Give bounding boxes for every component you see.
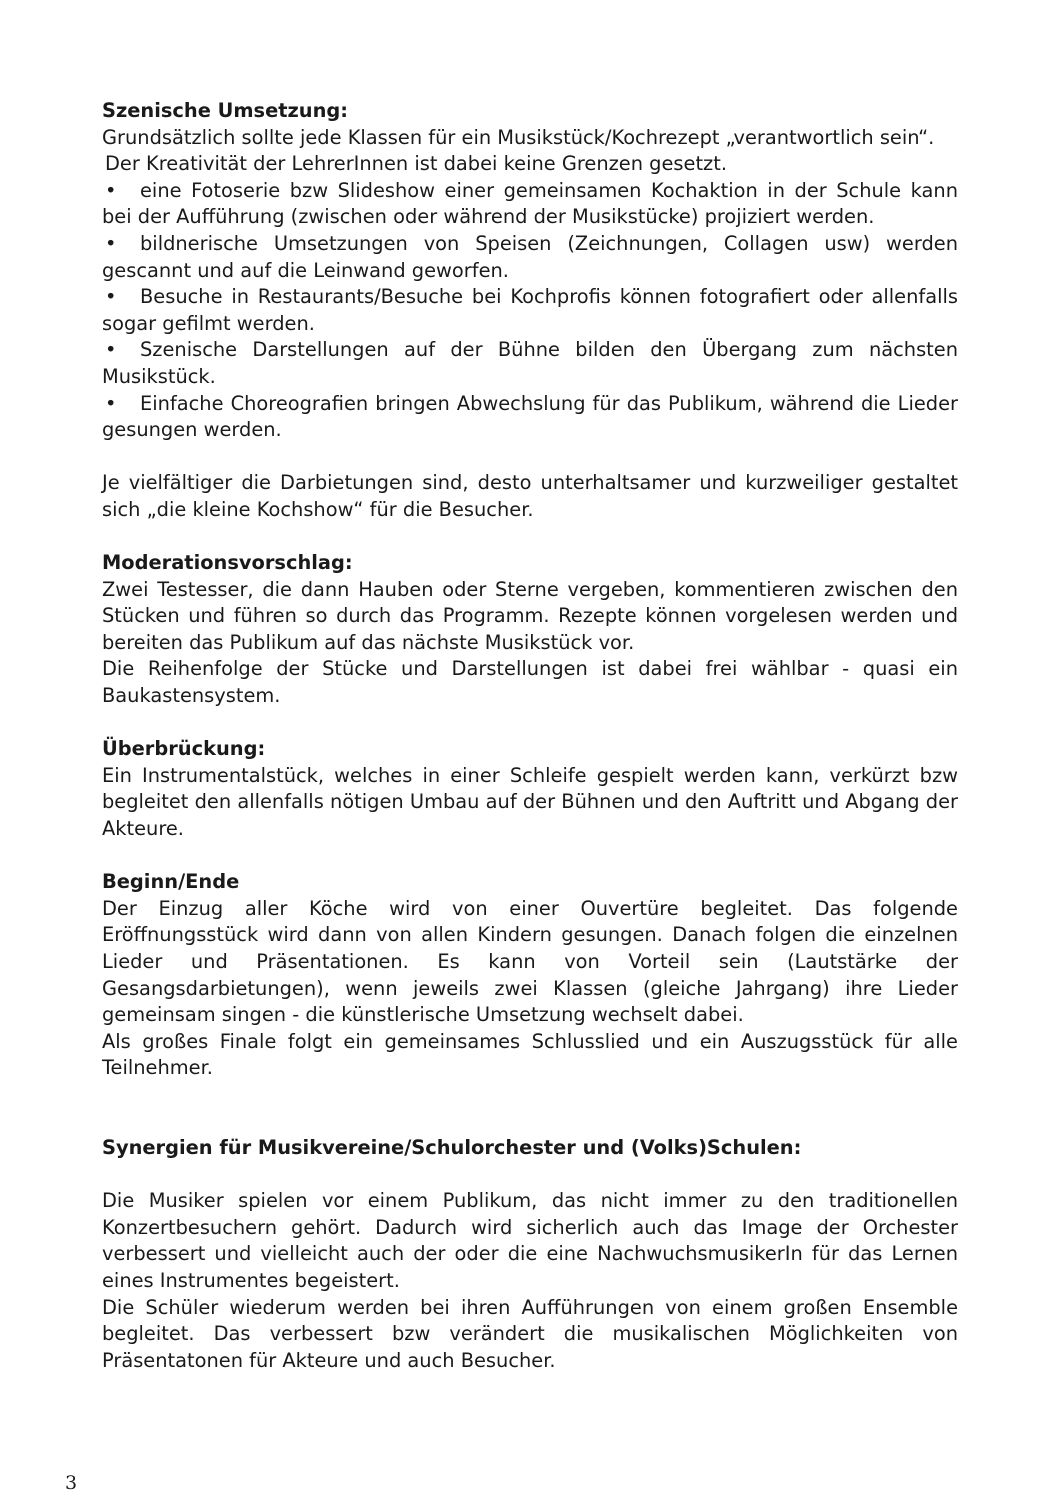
paragraph-moderation-1: Zwei Testesser, die dann Hauben oder Sterne vergeben, kommentieren zwischen den Stücken und führen so durch das Programm. Rezepte können vorgelesen werden und bereiten das Publikum auf das nächste Musikstück vor.: [102, 577, 958, 654]
paragraph-szenisch-creativity: Der Kreativität der LehrerInnen ist dabei keine Grenzen gesetzt.: [105, 152, 728, 176]
heading-szenische-umsetzung: Szenische Umsetzung:: [102, 99, 349, 122]
bullet-icon: •: [105, 231, 117, 255]
bullet-text: eine Fotoserie bzw Slideshow einer gemeinsamen Kochaktion in der Schule kann bei der Aufführung (zwischen oder während der Musikstücke) projiziert werden.: [102, 178, 958, 229]
spacer: [102, 524, 958, 551]
page-number: 3: [65, 1472, 78, 1494]
bullet-text: Besuche in Restaurants/Besuche bei Kochprofis können fotografiert oder allenfalls sogar gefilmt werden.: [102, 285, 958, 335]
paragraph-ueberbrueckung: Ein Instrumentalstück, welches in einer Schleife gespielt werden kann, verkürzt bzw begleitet den allenfalls nötigen Umbau auf der Bühnen und den Auftritt und Abgang der Akteure.: [102, 763, 958, 841]
paragraph-beginn-2: Als großes Finale folgt ein gemeinsames Schlusslied und ein Auszugsstück für alle Teilnehmer.: [102, 1029, 958, 1080]
paragraph-moderation-2: Die Reihenfolge der Stücke und Darstellungen ist dabei frei wählbar - quasi ein Baukastensystem.: [102, 657, 958, 708]
heading-ueberbrueckung: Überbrückung:: [102, 737, 266, 761]
bullet-icon: •: [105, 285, 117, 309]
bullet-text: Szenische Darstellungen auf der Bühne bilden den Übergang zum nächsten Musikstück.: [102, 338, 958, 388]
bullet-text: bildnerische Umsetzungen von Speisen (Zeichnungen, Collagen usw) werden gescannt und auf die Leinwand geworfen.: [102, 231, 958, 282]
paragraph-szenisch-intro: Grundsätzlich sollte jede Klassen für ein Musikstück/Kochrezept „verantwortlich sein“.: [102, 125, 935, 149]
paragraph-synergien-2: Die Schüler wiederum werden bei ihren Aufführungen von einem großen Ensemble begleitet. Das verbessert bzw verändert die musikalischen Möglichkeiten von Präsentatonen für Akteure und auch Besucher.: [102, 1295, 958, 1372]
spacer: [102, 1082, 958, 1135]
paragraph-synergien-1: Die Musiker spielen vor einem Publikum, das nicht immer zu den traditionellen Konzertbesuchern gehört. Dadurch wird sicherlich auch das Image der Orchester verbessert und vielleicht auch der oder die eine NachwuchsmusikerIn für das Lernen eines Instrumentes begeistert.: [102, 1189, 958, 1292]
bullet-text: Einfache Choreografien bringen Abwechslung für das Publikum, während die Lieder gesungen werden.: [102, 391, 958, 442]
spacer: [102, 444, 958, 471]
bullet-item: [102, 337, 958, 390]
spacer: [102, 843, 958, 870]
bullet-item: [102, 391, 958, 444]
page-content: [102, 98, 958, 1374]
bullet-item: [102, 178, 958, 231]
spacer: [102, 1162, 958, 1189]
bullet-item: [102, 231, 958, 284]
spacer: [102, 710, 958, 737]
paragraph-szenisch-summary: Je vielfältiger die Darbietungen sind, desto unterhaltsamer und kurzweiliger gestaltet sich „die kleine Kochshow“ für die Besucher.: [102, 471, 958, 521]
bullet-item: [102, 284, 958, 337]
heading-synergien: Synergien für Musikvereine/Schulorchester und (Volks)Schulen:: [102, 1135, 802, 1159]
bullet-icon: •: [105, 178, 117, 202]
paragraph-beginn-1: Der Einzug aller Köche wird von einer Ouvertüre begleitet. Das folgende Eröffnungsstück wird dann von allen Kindern gesungen. Danach folgen die einzelnen Lieder und Präsentationen. Es kann von Vorteil sein (Lautstärke der Gesangsdarbietungen), wenn jeweils zwei Klassen (gleiche Jahrgang) ihre Lieder gemeinsam singen - die künstlerische Umsetzung wechselt dabei.: [102, 896, 958, 1027]
bullet-icon: •: [105, 391, 117, 415]
heading-beginn-ende: Beginn/Ende: [102, 870, 240, 894]
heading-moderationsvorschlag: Moderationsvorschlag:: [102, 551, 353, 575]
bullet-icon: •: [105, 338, 117, 362]
